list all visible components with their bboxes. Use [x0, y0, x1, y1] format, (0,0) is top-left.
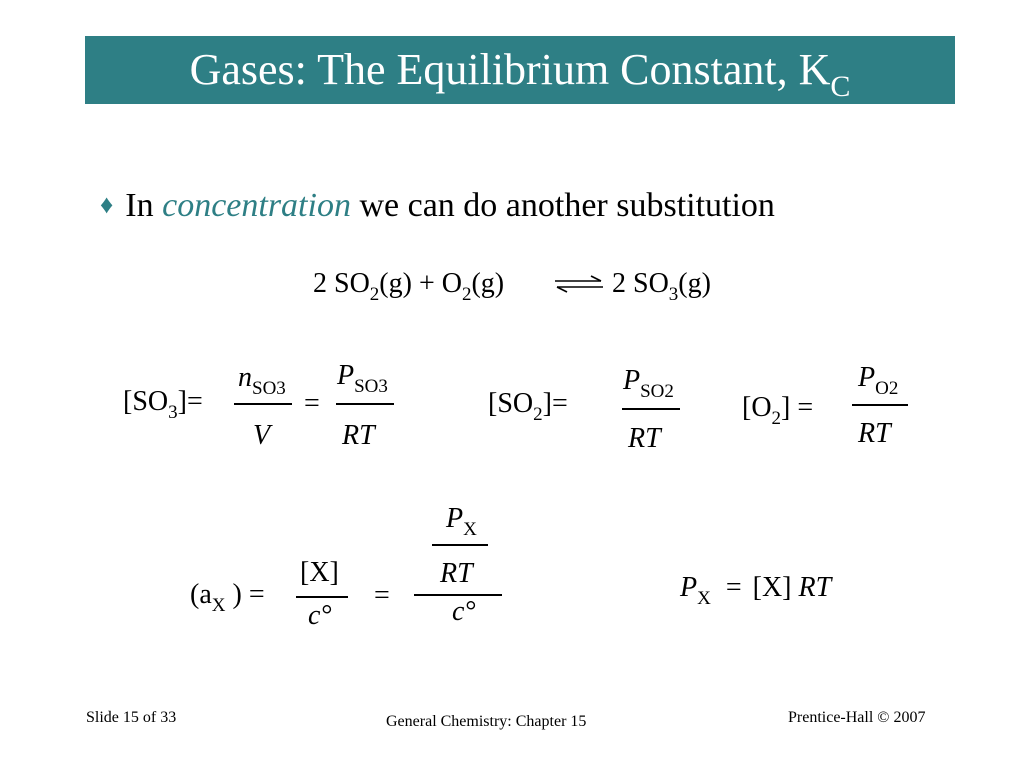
reaction-so3-phase: (g): [678, 268, 711, 299]
activity-inner-fraction-bar: [432, 544, 488, 546]
reaction-o2-sub: 2: [461, 284, 472, 305]
slide-title: [85, 44, 955, 101]
o2-lhs: [742, 392, 813, 427]
reaction-so2-sub: 2: [369, 284, 380, 305]
activity-equals: =: [374, 580, 390, 611]
activity-inner-denominator-rt: RT: [440, 558, 473, 589]
reaction-so2-coef: 2 SO: [313, 268, 370, 299]
reaction-o2-phase: (g): [471, 268, 505, 299]
o2-p-symbol: P: [858, 362, 876, 393]
so3-n-subscript: SO3: [252, 378, 286, 399]
so2-lhs: [488, 388, 568, 423]
so3-lhs: [123, 386, 203, 421]
so3-denominator-rt: RT: [342, 420, 375, 451]
so2-p-symbol: P: [623, 365, 641, 396]
o2-lhs-close: ] =: [781, 392, 814, 423]
title-bar: [85, 36, 955, 104]
so3-denominator-v: V: [253, 420, 271, 451]
so3-p-symbol: P: [337, 360, 355, 391]
o2-p-subscript: O2: [875, 378, 899, 399]
so3-fraction-bar-1: [234, 403, 292, 405]
activity-lhs-open: (a: [190, 579, 212, 610]
so3-numerator-n: [238, 362, 286, 397]
activity-lhs-sub: X: [211, 595, 226, 616]
o2-lhs-open: [O: [742, 392, 772, 423]
so3-equals: =: [304, 388, 320, 419]
so2-p-subscript: SO2: [640, 381, 674, 402]
reaction-right: [612, 268, 711, 303]
footer-chapter: General Chemistry: Chapter 15: [386, 713, 587, 730]
o2-denominator-rt: RT: [858, 418, 891, 449]
so3-numerator-p: [337, 360, 388, 395]
bullet-text-after: we can do another substitution: [359, 187, 775, 224]
o2-fraction-bar: [852, 404, 908, 406]
so3-lhs-close: ]=: [177, 386, 203, 417]
reaction-so2-phase: (g) + O: [379, 268, 462, 299]
so3-n-symbol: n: [238, 362, 252, 393]
activity-p-symbol: P: [446, 503, 464, 534]
px-p-subscript: X: [697, 588, 711, 609]
so3-lhs-sub: 3: [168, 402, 178, 423]
reaction-left: [313, 268, 504, 303]
so3-fraction-bar-2: [336, 403, 394, 405]
so3-lhs-open: [SO: [123, 386, 169, 417]
bullet-text-before: In: [125, 187, 154, 224]
activity-denominator-c: c°: [308, 600, 332, 631]
so2-lhs-sub: 2: [533, 404, 543, 425]
activity-p-subscript: X: [463, 519, 477, 540]
so2-lhs-close: ]=: [542, 388, 568, 419]
activity-numerator-x: [X]: [300, 557, 339, 588]
footer-copyright: Prentice-Hall © 2007: [788, 709, 926, 726]
footer-slide-number: Slide 15 of 33: [86, 709, 177, 726]
o2-lhs-sub: 2: [771, 408, 782, 429]
activity-lhs: [190, 579, 265, 614]
px-p-symbol: P: [680, 572, 698, 603]
so3-p-subscript: SO3: [354, 376, 388, 397]
equilibrium-arrow-icon: [553, 274, 605, 294]
diamond-bullet-icon: ♦: [100, 190, 114, 219]
so2-lhs-open: [SO: [488, 388, 534, 419]
px-rhs-x: [X]: [752, 572, 792, 603]
activity-lhs-close: ) =: [225, 579, 265, 610]
so2-fraction-bar: [622, 408, 680, 410]
activity-outer-denominator-c: c°: [452, 596, 476, 627]
reaction-so3-sub: 3: [668, 284, 679, 305]
px-expression: [680, 572, 831, 607]
bullet-emphasis: concentration: [162, 187, 351, 224]
bullet-item: [100, 184, 775, 230]
px-rhs-rt: RT: [798, 572, 832, 603]
activity-fraction-bar-1: [296, 596, 348, 598]
reaction-so3-coef: 2 SO: [612, 268, 669, 299]
activity-inner-numerator: [446, 503, 477, 538]
so2-numerator-p: [623, 365, 674, 400]
px-equals: =: [725, 572, 742, 603]
o2-numerator-p: [858, 362, 898, 397]
slide-title-subscript: C: [830, 70, 851, 103]
slide-title-main: Gases: The Equilibrium Constant, K: [189, 45, 831, 94]
so2-denominator-rt: RT: [628, 423, 661, 454]
